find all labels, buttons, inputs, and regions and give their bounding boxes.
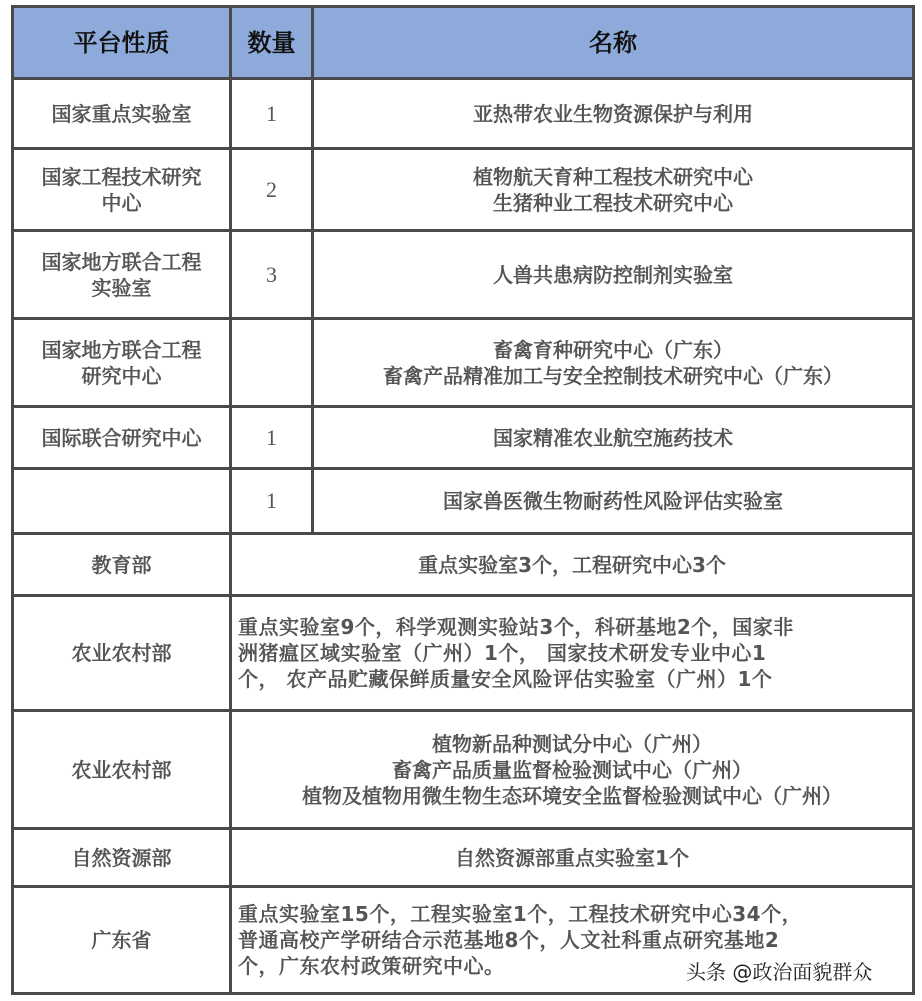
table-row <box>13 407 914 469</box>
type-line: 研究中心 <box>81 363 162 388</box>
ministry-row-education <box>13 534 914 596</box>
type-line: 实验室 <box>91 275 152 300</box>
ministry-row-agriculture <box>13 596 914 711</box>
type-line: 国家地方联合工程 <box>41 337 202 362</box>
ministry-content-cell <box>231 596 914 711</box>
name-line: 植物航天育种工程技术研究中心 <box>473 164 753 189</box>
count-cell <box>231 319 313 407</box>
watermark: 头条 @政治面貌群众 <box>686 960 873 984</box>
header-platform-type: 平台性质 <box>13 7 231 79</box>
count-cell: 2 <box>231 149 313 231</box>
content-line: 洲猪瘟区域实验室（广州）1个， 国家技术研发专业中心1 <box>238 641 767 665</box>
name-line: 国家兽医微生物耐药性风险评估实验室 <box>443 489 783 513</box>
content-line: 个，广东农村政策研究中心。 <box>238 954 505 978</box>
content-line: 植物及植物用微生物生态环境安全监督检验测试中心（广州） <box>302 783 842 808</box>
type-line: 中心 <box>101 190 142 215</box>
name-line: 国家精准农业航空施药技术 <box>493 425 733 450</box>
platform-type-cell <box>13 319 231 407</box>
ministry-content-cell <box>231 829 914 887</box>
count-cell: 1 <box>231 407 313 469</box>
name-line: 亚热带农业生物资源保护与利用 <box>473 101 753 126</box>
header-name: 名称 <box>313 7 914 79</box>
content-line: 个， 农产品贮藏保鲜质量安全风险评估实验室（广州）1个 <box>238 667 773 691</box>
ministry-type-cell: 教育部 <box>13 534 231 596</box>
ministry-content-cell <box>231 534 914 596</box>
content-line: 植物新品种测试分中心（广州） <box>432 731 712 756</box>
count-cell: 1 <box>231 79 313 149</box>
name-cell <box>313 79 914 149</box>
ministry-row-agriculture-testing <box>13 711 914 829</box>
name-cell <box>313 407 914 469</box>
table-row <box>13 79 914 149</box>
name-cell <box>313 149 914 231</box>
ministry-type-cell: 广东省 <box>13 887 231 994</box>
ministry-type-cell: 农业农村部 <box>13 711 231 829</box>
count-cell: 3 <box>231 231 313 319</box>
ministry-type-cell: 农业农村部 <box>13 596 231 711</box>
content-line: 畜禽产品质量监督检验测试中心（广州） <box>392 757 752 782</box>
table-row <box>13 149 914 231</box>
content-line: 重点实验室15个，工程实验室1个，工程技术研究中心34个， <box>238 902 803 926</box>
type-line: 国家工程技术研究 <box>41 164 202 189</box>
name-line: 畜禽育种研究中心（广东） <box>493 337 733 362</box>
ministry-type-cell: 自然资源部 <box>13 829 231 887</box>
ministry-row-natural-resources <box>13 829 914 887</box>
table-row <box>13 231 914 319</box>
table-row <box>13 469 914 534</box>
name-line: 生猪种业工程技术研究中心 <box>493 190 733 215</box>
platform-type-cell: 国际联合研究中心 <box>13 407 231 469</box>
table-header-row <box>13 7 914 79</box>
header-count: 数量 <box>231 7 313 79</box>
ministry-content-cell <box>231 711 914 829</box>
name-line: 人兽共患病防控制剂实验室 <box>493 262 733 287</box>
name-cell <box>313 319 914 407</box>
platform-type-cell: 国家重点实验室 <box>13 79 231 149</box>
content-line: 重点实验室9个，科学观测实验站3个，科研基地2个，国家非 <box>238 615 794 639</box>
platform-type-cell <box>13 231 231 319</box>
table-row <box>13 319 914 407</box>
count-cell: 1 <box>231 469 313 534</box>
type-line: 国家地方联合工程 <box>41 249 202 274</box>
name-line: 畜禽产品精准加工与安全控制技术研究中心（广东） <box>383 363 843 388</box>
platform-type-cell <box>13 469 231 534</box>
name-cell <box>313 469 914 534</box>
content-line: 自然资源部重点实验室1个 <box>455 845 689 870</box>
platform-table-container <box>11 5 912 995</box>
name-cell <box>313 231 914 319</box>
content-line: 普通高校产学研结合示范基地8个，人文社科重点研究基地2 <box>238 928 780 952</box>
platform-table <box>11 5 915 995</box>
content-line: 重点实验室3个，工程研究中心3个 <box>418 552 726 577</box>
platform-type-cell <box>13 149 231 231</box>
